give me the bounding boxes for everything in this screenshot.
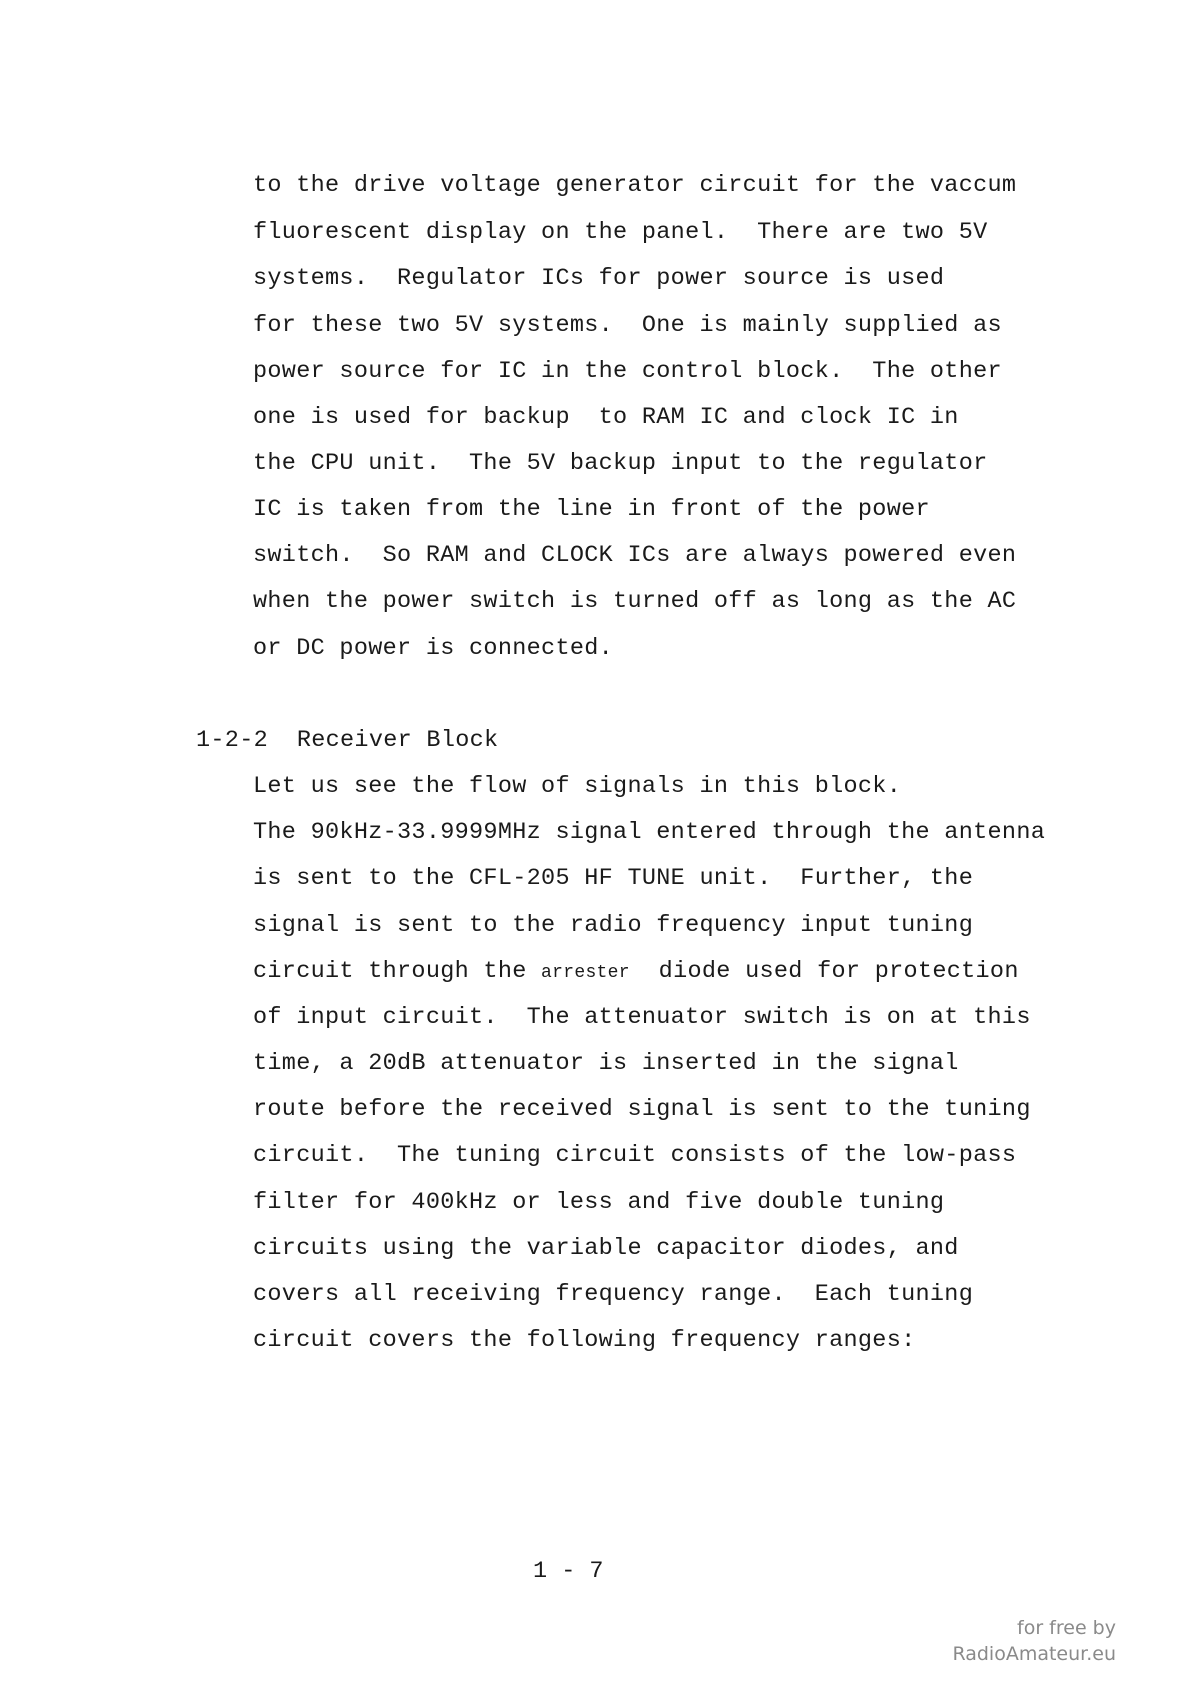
text-line: circuit. The tuning circuit consists of the low-pass (253, 1142, 1017, 1169)
watermark-line: RadioAmateur.eu (952, 1642, 1116, 1665)
text-line: IC is taken from the line in front of the power (253, 496, 930, 523)
text-line: circuits using the variable capacitor diodes, and (253, 1235, 959, 1262)
text-line: one is used for backup to RAM IC and clock IC in (253, 404, 959, 431)
text-line: covers all receiving frequency range. Each tuning (253, 1281, 974, 1308)
text-line: filter for 400kHz or less and five double tuning (253, 1189, 945, 1216)
text-line: route before the received signal is sent to the tuning (253, 1096, 1031, 1123)
text-segment: diode used for protection (629, 958, 1019, 985)
text-line: systems. Regulator ICs for power source is used (253, 265, 945, 292)
text-line: when the power switch is turned off as long as the AC (253, 588, 1017, 615)
text-line: switch. So RAM and CLOCK ICs are always powered even (253, 542, 1017, 569)
text-line: to the drive voltage generator circuit for the vaccum (253, 172, 1017, 199)
text-line: Let us see the flow of signals in this block. (253, 773, 902, 800)
text-line: power source for IC in the control block. The other (253, 358, 1002, 385)
text-line: fluorescent display on the panel. There are two 5V (253, 219, 988, 246)
page-number: 1 - 7 (533, 1558, 604, 1585)
text-line: The 90kHz-33.9999MHz signal entered through the antenna (253, 819, 1046, 846)
text-segment: circuit through the (253, 958, 542, 985)
text-line: of input circuit. The attenuator switch is on at this (253, 1004, 1031, 1031)
arrester-word: arrester (541, 963, 630, 983)
text-line: the CPU unit. The 5V backup input to the regulator (253, 450, 988, 477)
text-line: circuit covers the following frequency ranges: (253, 1327, 916, 1354)
watermark-line: for free by (1017, 1617, 1116, 1639)
watermark (952, 1616, 1116, 1667)
text-line: or DC power is connected. (253, 635, 614, 662)
text-line: time, a 20dB attenuator is inserted in the signal (253, 1050, 959, 1077)
text-line: for these two 5V systems. One is mainly supplied as (253, 312, 1002, 339)
text-line: is sent to the CFL-205 HF TUNE unit. Further, the (253, 865, 974, 892)
text-line: signal is sent to the radio frequency input tuning (253, 912, 974, 939)
section-heading: 1-2-2 Receiver Block (196, 727, 499, 754)
text-line (253, 960, 1019, 984)
